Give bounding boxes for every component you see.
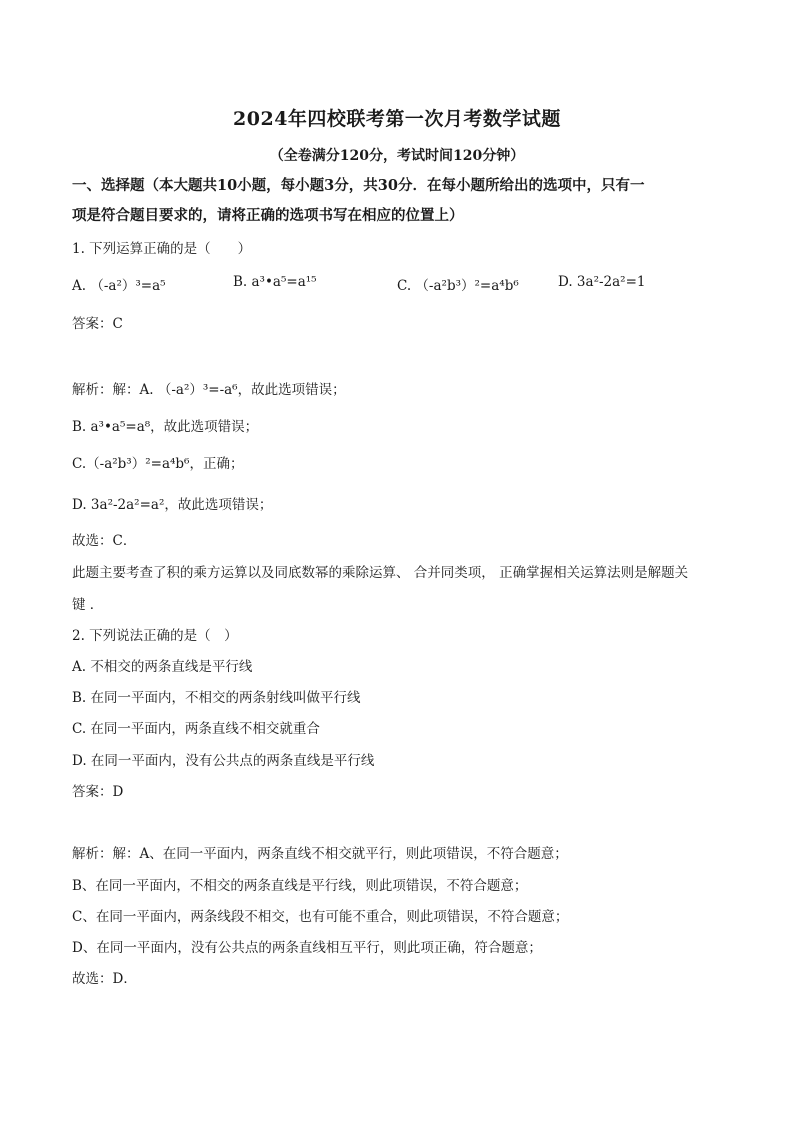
q1-analysis-line: D. 3a²-2a²=a²，故此选项错误； <box>72 497 273 513</box>
q2-stem: 2. 下列说法正确的是（ ） <box>72 628 238 644</box>
q1-analysis-line: 故选：C． <box>72 533 137 549</box>
q1-option-d: D. 3a²-2a²=1 <box>558 274 646 290</box>
q1-analysis-line: 键 ． <box>72 597 104 613</box>
section-heading-line-2: 项是符合题目要求的，请将正确的选项书写在相应的位置上） <box>72 207 464 224</box>
exam-info: （全卷满分120分，考试时间120分钟） <box>269 148 525 164</box>
q2-analysis-line: D、在同一平面内，没有公共点的两条直线相互平行，则此项正确，符合题意； <box>72 940 542 956</box>
q2-analysis-line: 解析：解：A、在同一平面内，两条直线不相交就平行，则此项错误，不符合题意； <box>72 846 568 862</box>
section-heading-line-1: 一、选择题（本大题共10小题，每小题3分，共30分．在每小题所给出的选项中，只有一 <box>72 177 645 194</box>
q1-answer: 答案：C <box>72 316 123 332</box>
q1-analysis-line: 此题主要考查了积的乘方运算以及同底数幂的乘除运算、 合并同类项， 正确掌握相关运算法则是解题关 <box>72 565 689 581</box>
page-title: 2024年四校联考第一次月考数学试题 <box>233 108 561 130</box>
q2-option-b: B. 在同一平面内，不相交的两条射线叫做平行线 <box>72 690 361 706</box>
q2-analysis-line: C、在同一平面内，两条线段不相交，也有可能不重合，则此项错误，不符合题意； <box>72 909 569 925</box>
q2-option-d: D. 在同一平面内，没有公共点的两条直线是平行线 <box>72 753 375 769</box>
q1-analysis-line: B. a³•a⁵=a⁸，故此选项错误； <box>72 419 259 435</box>
q1-option-a: A. （-a²）³=a⁵ <box>72 278 166 294</box>
q2-option-c: C. 在同一平面内，两条直线不相交就重合 <box>72 721 320 737</box>
q1-option-c: C. （-a²b³）²=a⁴b⁶ <box>397 278 519 294</box>
q2-analysis-line: 故选：D． <box>72 971 137 987</box>
q2-analysis-line: B、在同一平面内，不相交的两条直线是平行线，则此项错误，不符合题意； <box>72 878 528 894</box>
q1-analysis-line: C.（-a²b³）²=a⁴b⁶，正确； <box>72 456 244 472</box>
q1-analysis-line: 解析：解：A. （-a²）³=-a⁶，故此选项错误； <box>72 382 346 398</box>
q2-answer: 答案：D <box>72 784 124 800</box>
q1-option-b: B. a³•a⁵=a¹⁵ <box>233 274 317 290</box>
section-heading <box>72 171 732 231</box>
q2-option-a: A. 不相交的两条直线是平行线 <box>72 659 253 675</box>
q1-stem: 1. 下列运算正确的是（ ） <box>72 241 252 257</box>
